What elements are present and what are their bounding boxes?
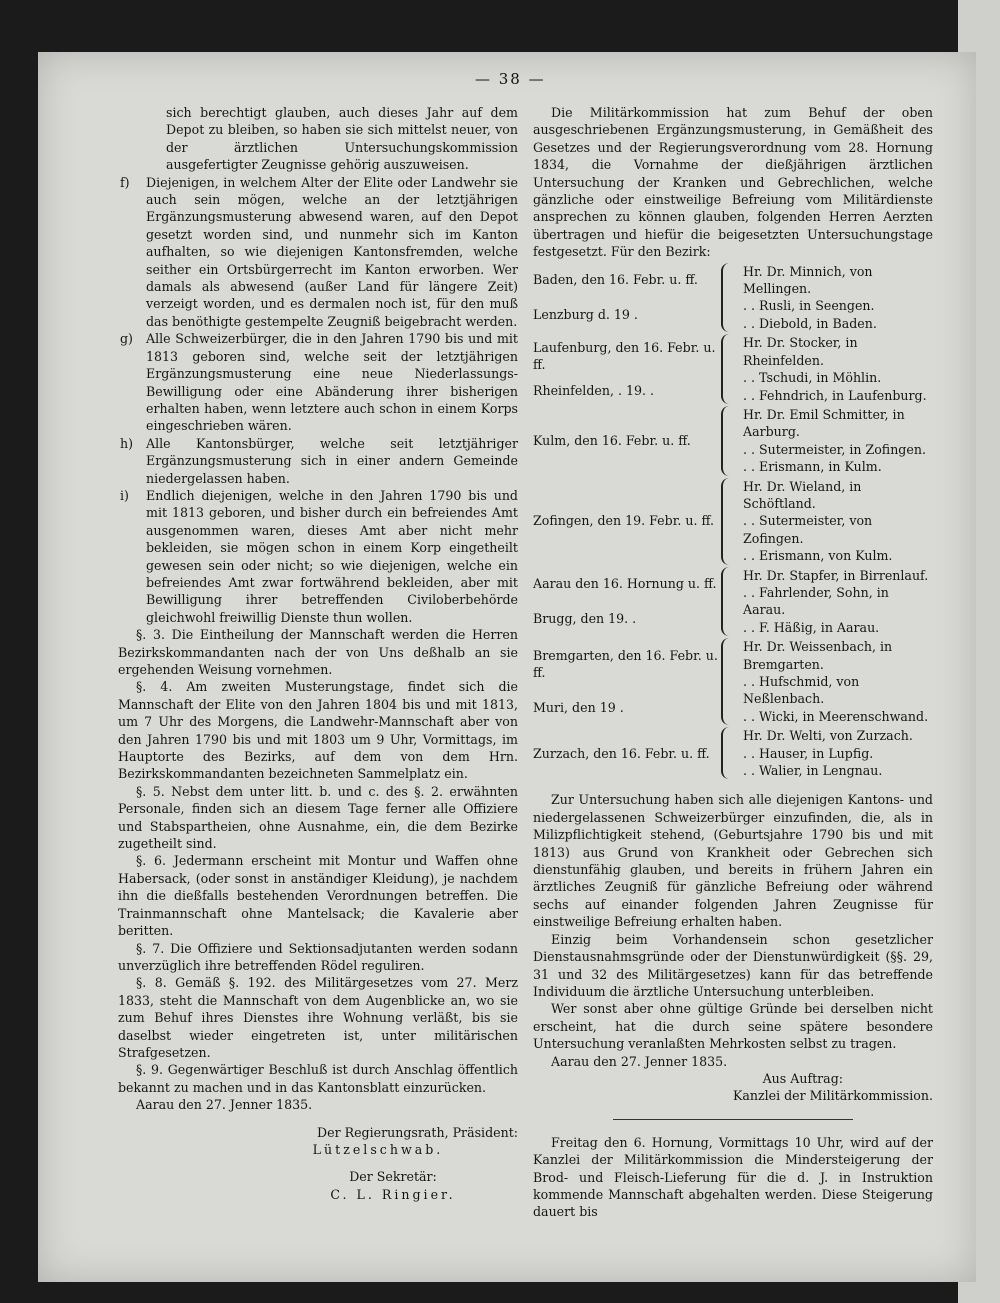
brace	[721, 263, 737, 333]
doctor-entry: . . Walier, in Lengnau.	[743, 763, 883, 779]
list-item	[118, 487, 518, 626]
secretary-name: C. L. Ringier.	[330, 1186, 456, 1202]
left-date: Aarau den 27. Jenner 1835.	[136, 1097, 313, 1113]
doctor-list	[743, 478, 933, 565]
doctor-list	[743, 334, 933, 404]
district-dates	[533, 478, 721, 565]
district-dates	[533, 638, 721, 725]
item-text: Endlich diejenigen, welche in den Jahren 1790 bis und mit 1813 geboren, und bisher durch ein befreiendes Amt ausgenommen waren, dieses Amt aber nicht mehr bekleiden, sie mögen schon in einem Korp eingetheilt gewesen sein oder nicht; so wie diejenigen, welche ein befreiendes Amt zwar fortwährend bekleiden, aber mit Bewilligung ihrer betreffenden Civiloberbehörde gleichwohl freiwillig Dienste thun wollen.	[146, 487, 518, 625]
paragraph-5: §. 5. Nebst dem unter litt. b. und c. des §. 2. erwähnten Personale, finden sich an diesem Tage ferner alle Offiziere und Stabspartheien, ohne Ausnahme, ein, die dem Bezirke zugetheilt sind.	[118, 783, 518, 852]
item-mark: h)	[120, 435, 134, 451]
doctor-group	[533, 334, 933, 404]
brace	[721, 406, 737, 476]
doctor-list	[743, 567, 933, 637]
district-date: Zurzach, den 16. Febr. u. ff.	[533, 745, 710, 761]
district-date: Kulm, den 16. Febr. u. ff.	[533, 433, 691, 449]
item-mark: i)	[120, 487, 129, 503]
doctor-entry: . . Tschudi, in Möhlin.	[743, 370, 882, 386]
district-date: Aarau den 16. Hornung u. ff.	[533, 576, 717, 592]
district-dates	[533, 263, 721, 333]
secretary-label: Der Sekretär:	[349, 1169, 437, 1185]
brace	[721, 334, 737, 404]
brace	[721, 638, 737, 725]
paragraph-8: §. 8. Gemäß §. 192. des Militärgesetzes vom 27. Merz 1833, steht die Mannschaft von dem Augenblicke an, wo sie zum Behuf ihres Dienstes ihre Wohnung verläßt, bis sie daselbst wieder eingetreten ist, unter militärischen Strafgesetzen.	[118, 975, 518, 1060]
district-date: Muri, den 19 .	[533, 700, 624, 716]
district-date: Brugg, den 19. .	[533, 611, 637, 627]
right-intro: Die Militärkommission hat zum Behuf der oben ausgeschriebenen Ergänzungsmusterung, in Gemäßheit des Gesetzes und der Regierungsverordnung vom 28. Hornung 1834, die Vornahme der dießjährigen ärztlichen Untersuchung der Kranken und Gebrechlichen, welche gänzliche oder einstweilige Befreiung vom Militärdienste ansprechen zu können glauben, folgenden Herren Aerzten übertragen und hiefür die beigesetzten Untersuchungstage festgesetzt. Für den Bezirk:	[533, 105, 933, 260]
notice: Freitag den 6. Hornung, Vormittags 10 Uhr, wird auf der Kanzlei der Militärkommission die Mindersteigerung der Brod- und Fleisch-Lieferung für die d. J. in Instruktion kommende Mannschaft abgehalten werden. Diese Steigerung dauert bis	[533, 1134, 933, 1220]
doctor-entry: . . Erismann, von Kulm.	[743, 548, 893, 564]
paragraph-6: §. 6. Jedermann erscheint mit Montur und Waffen ohne Habersack, (oder sonst in anständiger Kleidung), je nachdem ihn die dießfalls bestehenden Verordnungen betreffen. Die Trainmannschaft ohne Mantelsack; die Kavalerie aber beritten.	[118, 853, 518, 939]
right-paragraph-1: Zur Untersuchung haben sich alle diejenigen Kantons- und niedergelassenen Schweizerbürger einzufinden, die, als in Milizpflichtigkeit stehend, (Geburtsjahre 1790 bis und mit 1813) aus Grund von Krankheit oder Gebrechen sich dienstunfähig glauben, und bereits in frühern Jahren ein ärztliches Zeugniß für gänzliche Befreiung oder während sechs auf einander folgenden Jahren Zeugnisse für einstweilige Befreiung erhalten haben.	[533, 792, 933, 930]
item-text: Alle Schweizerbürger, die in den Jahren 1790 bis und mit 1813 geboren sind, welche seit der letztjährigen Ergänzungsmusterung eine neue Niederlassungs-Bewilligung oder eine Abänderung ihrer bisherigen erhalten haben, wenn letztere auch schon in einem Korps eingeschrieben wären.	[146, 331, 518, 434]
doctor-entry: Hr. Dr. Minnich, von Mellingen.	[743, 263, 873, 297]
brace	[721, 478, 737, 565]
left-intro: sich berechtigt glauben, auch dieses Jahr auf dem Depot zu bleiben, so haben sie sich mittelst neuer, von der ärztlichen Untersuchungskommission ausgefertigter Zeugnisse gehörig auszuweisen.	[166, 105, 518, 173]
doctor-entry: . . Fahrlender, Sohn, in Aarau.	[743, 584, 889, 618]
paragraph-7: §. 7. Die Offiziere und Sektionsadjutanten werden sodann unverzüglich ihre betreffenden Rödel reguliren.	[118, 940, 518, 973]
doctor-entry: Hr. Dr. Welti, von Zurzach.	[743, 728, 913, 744]
doctor-entry: Hr. Dr. Stapfer, in Birrenlauf.	[743, 567, 929, 583]
section-divider	[613, 1119, 853, 1120]
doctor-group	[533, 478, 933, 565]
president-name: Lützelschwab.	[312, 1141, 444, 1157]
order-label: Aus Auftrag:	[762, 1070, 843, 1086]
page-number: — 38 —	[475, 70, 546, 88]
item-text: Diejenigen, in welchem Alter der Elite oder Landwehr sie auch sein mögen, welche an der letztjährigen Ergänzungsmusterung abwesend waren, auf den Depot gesetzt worden sind, und nunmehr sich im Kanton aufhalten, so wie diejenigen Kantonsfremden, welche seither ein Ortsbürgerrecht im Kanton erworben. Wer damals als abwesend (außer Land für längere Zeit) verzeigt worden, und es dermalen noch ist, für den muß das benöthigte gestempelte Zeugniß beigebracht werden.	[146, 174, 518, 329]
right-date: Aarau den 27. Jenner 1835.	[551, 1053, 728, 1069]
doctor-group	[533, 263, 933, 333]
doctor-table	[533, 263, 933, 780]
brace	[721, 567, 737, 637]
doctor-entry: . . Hauser, in Lupfig.	[743, 745, 874, 761]
district-date: Laufenburg, den 16. Febr. u. ff.	[533, 339, 716, 373]
president-label: Der Regierungsrath, Präsident:	[317, 1124, 518, 1140]
doctor-entry: Hr. Dr. Emil Schmitter, in Aarburg.	[743, 406, 905, 440]
doctor-entry: Hr. Dr. Stocker, in Rheinfelden.	[743, 335, 858, 368]
district-dates	[533, 406, 721, 476]
doctor-entry: Hr. Dr. Wieland, in Schöftland.	[743, 478, 862, 511]
district-dates	[533, 567, 721, 637]
doctor-group	[533, 406, 933, 476]
paragraph-3: §. 3. Die Eintheilung der Mannschaft werden die Herren Bezirkskommandanten nach der von Uns deßhalb an sie ergehenden Weisung vornehmen.	[118, 627, 518, 677]
doctor-group	[533, 727, 933, 779]
doctor-entry: . . F. Häßig, in Aarau.	[743, 619, 880, 635]
district-date: Baden, den 16. Febr. u. ff.	[533, 272, 698, 288]
doctor-entry: Hr. Dr. Weissenbach, in Bremgarten.	[743, 639, 893, 672]
paragraph-9: §. 9. Gegenwärtiger Beschluß ist durch Anschlag öffentlich bekannt zu machen und in das Kantonsblatt einzurücken.	[118, 1062, 518, 1095]
right-paragraph-3: Wer sonst aber ohne gültige Gründe bei derselben nicht erscheint, hat die durch seine spätere besondere Untersuchung veranlaßten Mehrkosten selbst zu tragen.	[533, 1001, 933, 1052]
district-date: Bremgarten, den 16. Febr. u. ff.	[533, 647, 718, 681]
item-mark: f)	[120, 174, 130, 190]
doctor-entry: . . Fehndrich, in Laufenburg.	[743, 387, 927, 403]
doctor-list	[743, 727, 933, 779]
doctor-entry: . . Sutermeister, von Zofingen.	[743, 513, 873, 546]
district-date: Lenzburg d. 19 .	[533, 307, 638, 323]
order-name: Kanzlei der Militärkommission.	[732, 1088, 933, 1104]
list-item	[118, 435, 518, 487]
brace	[721, 727, 737, 779]
right-paragraph-2: Einzig beim Vorhandensein schon gesetzlicher Dienstausnahmsgründe oder der Dienstunwürdigkeit (§§. 29, 31 und 32 des Militärgesetzes) kann für das betreffende Individuum die ärztliche Untersuchung unterbleiben.	[533, 931, 933, 999]
doctor-entry: . . Hufschmid, von Neßlenbach.	[743, 674, 860, 707]
doctor-list	[743, 263, 933, 333]
doctor-entry: . . Wicki, in Meerenschwand.	[743, 708, 929, 724]
doctor-entry: . . Rusli, in Seengen.	[743, 298, 875, 314]
doctor-entry: . . Diebold, in Baden.	[743, 315, 877, 331]
item-text: Alle Kantonsbürger, welche seit letztjähriger Ergänzungsmusterung sich in einer andern Gemeinde niedergelassen haben.	[146, 435, 518, 486]
district-dates	[533, 334, 721, 404]
doctor-entry: . . Erismann, in Kulm.	[743, 459, 882, 475]
item-mark: g)	[120, 331, 133, 347]
doctor-entry: . . Sutermeister, in Zofingen.	[743, 441, 926, 457]
doctor-group	[533, 638, 933, 725]
right-column	[533, 104, 933, 1221]
district-date: Zofingen, den 19. Febr. u. ff.	[533, 513, 714, 529]
paragraph-4: §. 4. Am zweiten Musterungstage, findet sich die Mannschaft der Elite von den Jahren 1804 bis und mit 1813, um 7 Uhr des Morgens, die Landwehr-Mannschaft aber von den Jahren 1790 bis und mit 1803 um 9 Uhr, Vormittags, im Hauptorte des Bezirks, auf dem von dem Hrn. Bezirkskommandanten bezeichneten Sammelplatz ein.	[118, 679, 518, 782]
list-item	[118, 174, 518, 331]
doctor-list	[743, 406, 933, 476]
district-date: Rheinfelden, . 19. .	[533, 383, 654, 399]
left-column	[118, 104, 518, 1203]
doctor-group	[533, 567, 933, 637]
list-item	[118, 330, 518, 434]
district-dates	[533, 727, 721, 779]
doctor-list	[743, 638, 933, 725]
